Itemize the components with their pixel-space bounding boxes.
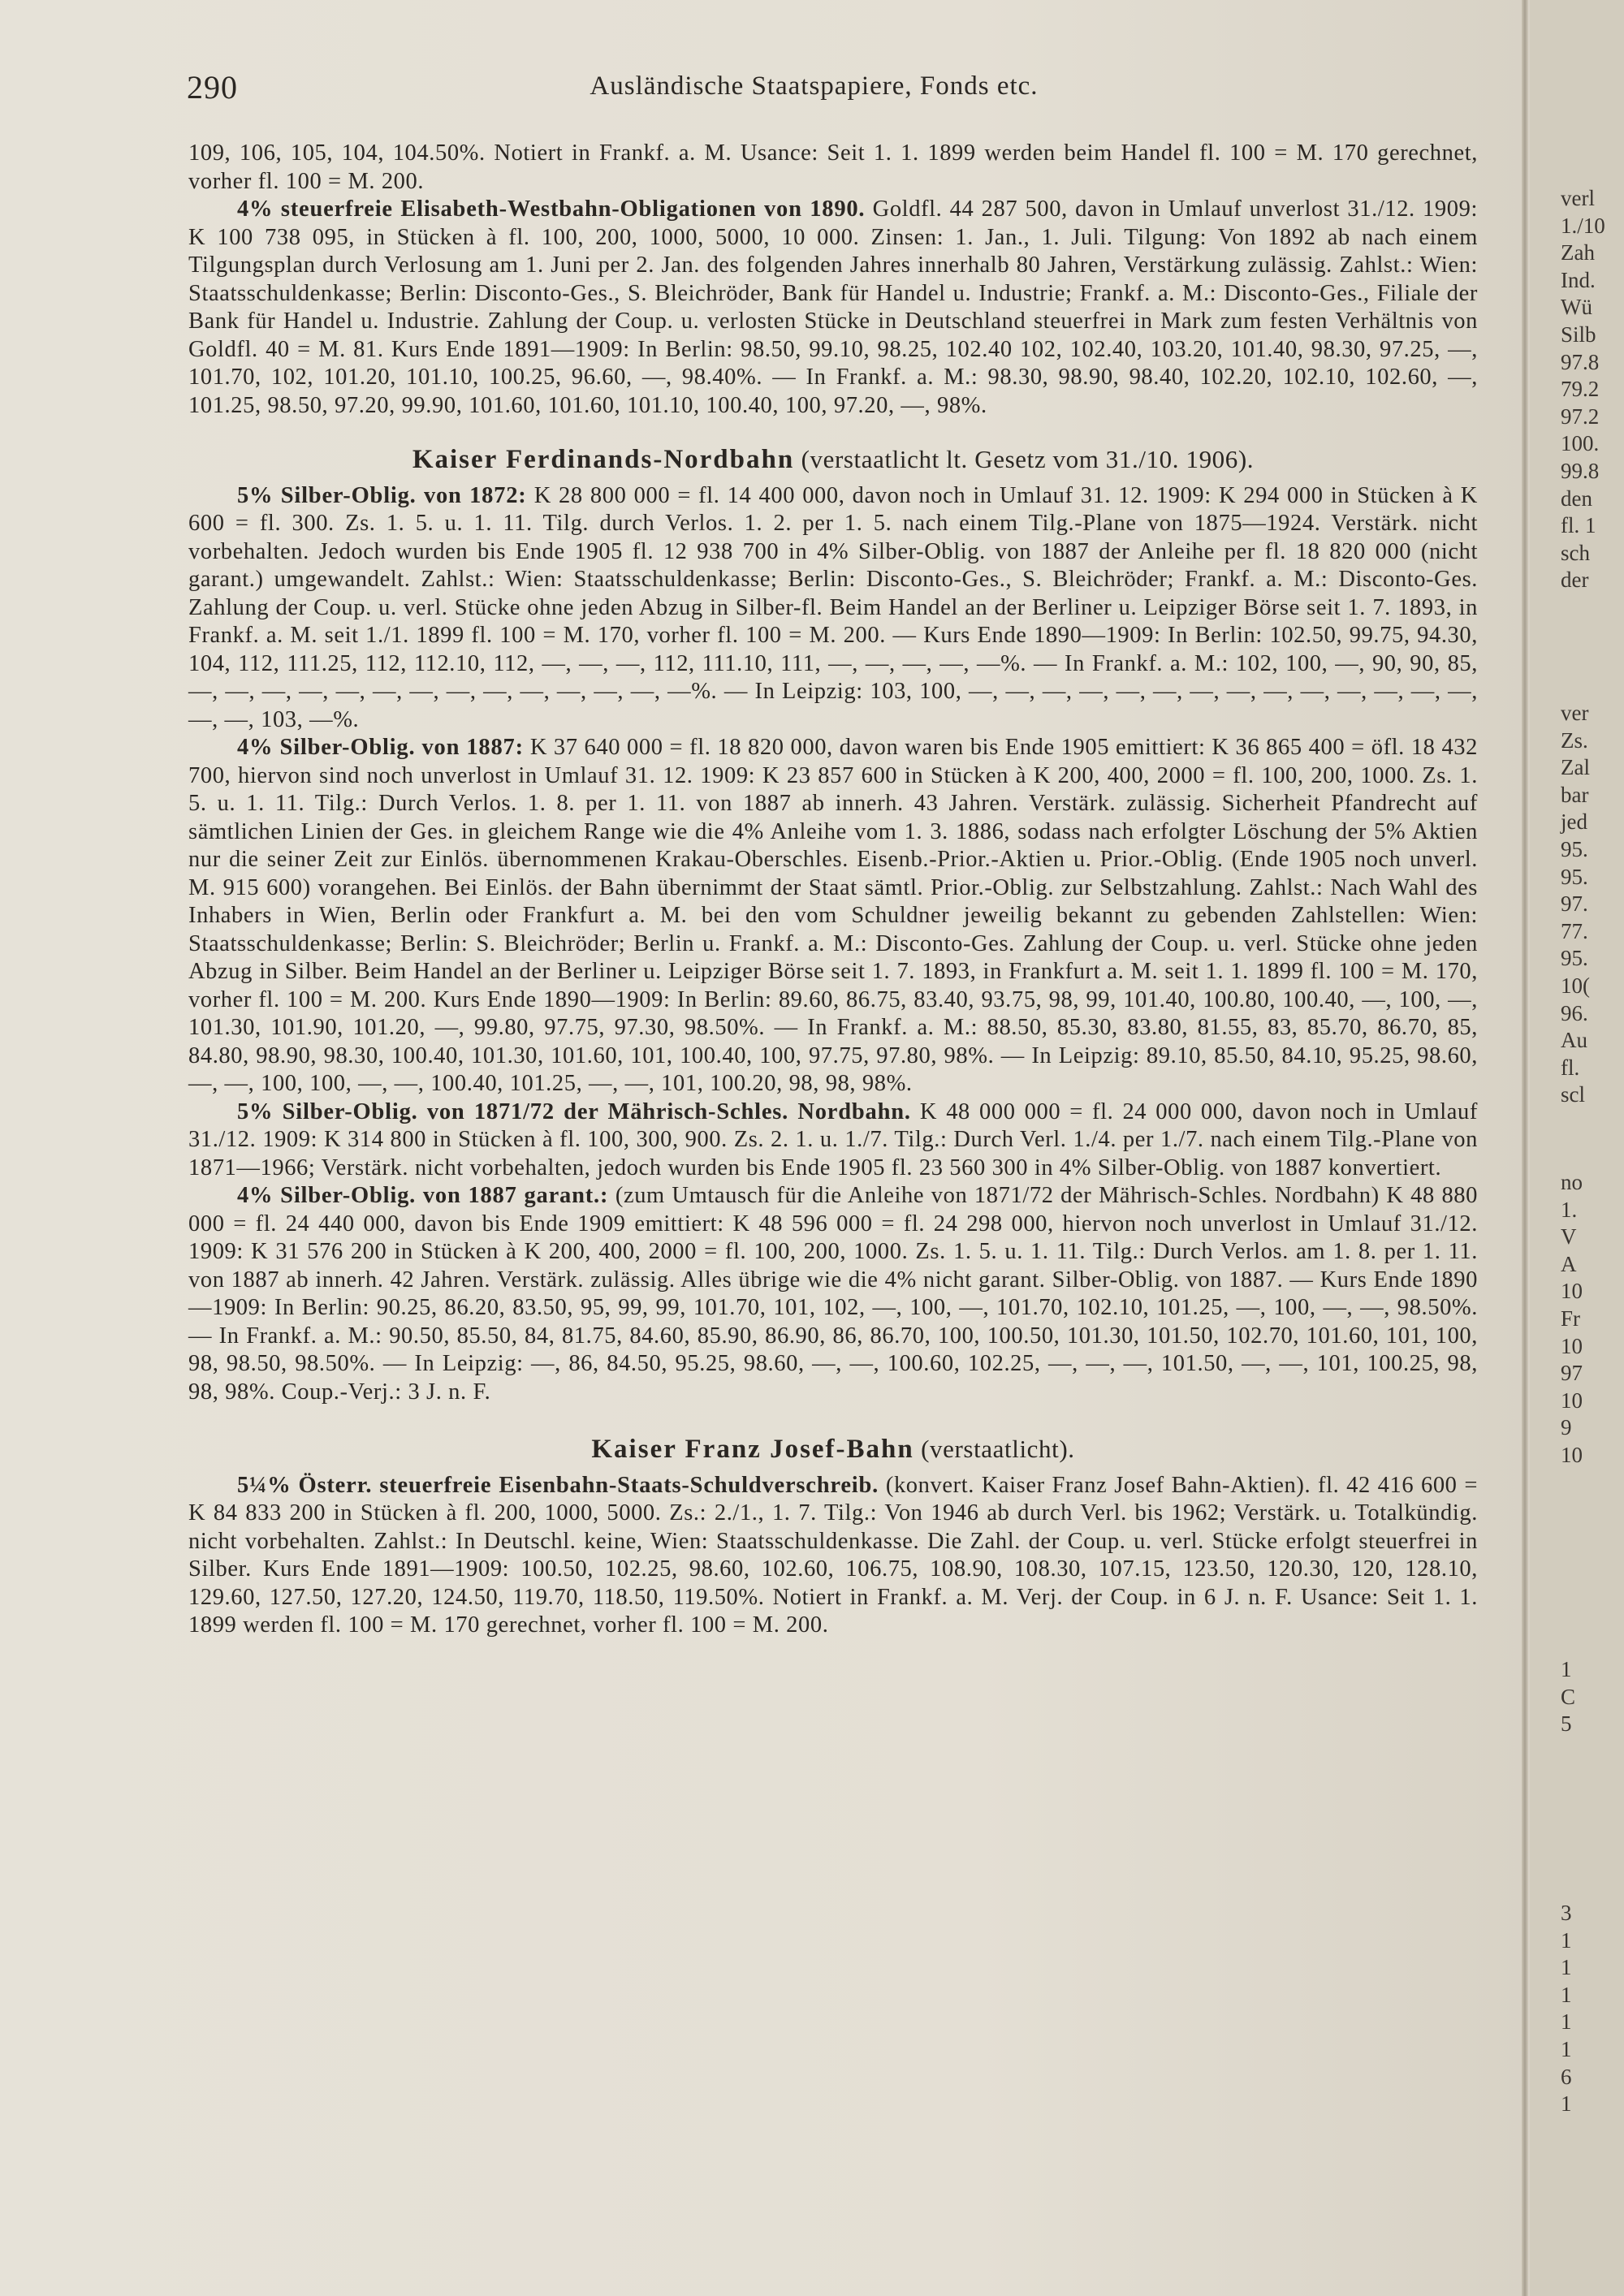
fragment-line: A [1561, 1251, 1577, 1276]
section-name: Kaiser Franz Josef-Bahn [591, 1435, 914, 1464]
fragment-block [1561, 185, 1605, 594]
fragment-line: 10 [1561, 1279, 1583, 1304]
fragment-line: sch [1561, 540, 1590, 565]
fragment-line: 1 [1561, 1927, 1572, 1953]
entry-text: K 28 800 000 = fl. 14 400 000, davon noch in Umlauf 31. 12. 1909: K 294 000 in Stücken à K 600 = fl. 300. Zs. 1. 5. u. 1. 11. Tilg. durch Verlos. 1. 2. per 1. 5. nach einem Tilg.-Plane von 1875—1924. Verstärk. nicht vorbehalten. Jedoch wurden bis Ende 1905 fl. 12 938 700 in 4% Silber-Oblig. von 1887 der Anleihe per fl. 18 820 000 (nicht garant.) umgewandelt. Zahlst.: Wien: Staatsschuldenkasse; Berlin: Disconto-Ges., S. Bleichröder; Frankf. a. M.: Disconto-Ges. Zahlung der Coup. u. verl. Stücke ohne jeden Abzug in Silber-fl. Beim Handel an der Berliner u. Leipziger Börse seit 1. 7. 1893, in Frankf. a. M. seit 1./1. 1899 fl. 100 = M. 170, vorher fl. 100 = M. 200. — Kurs Ende 1890—1909: In Berlin: 102.50, 99.75, 94.30, 104, 112, 111.25, 112, 112.10, 112, —, —, —, 112, 111.10, 111, —, —, —, —, —%. — In Frankf. a. M.: 102, 100, —, 90, 90, 85, —, —, —, —, —, —, —, —, —, —, —, —, —, —%. — In Leipzig: 103, 100, —, —, —, —, —, —, —, —, —, —, —, —, —, —, —, —, 103, —%. [188, 482, 1478, 732]
fragment-line: 10 [1561, 1442, 1583, 1467]
fragment-line: V [1561, 1224, 1577, 1249]
entry-silber-oblig-1887-garant [188, 1182, 1478, 1406]
fragment-line: 1./10 [1561, 213, 1605, 238]
fragment-line: 95. [1561, 864, 1588, 889]
entry-title: 5% Silber-Oblig. von 1872: [237, 482, 527, 508]
entry-text: (zum Umtausch für die Anleihe von 1871/72 der Mährisch-Schles. Nordbahn) K 48 880 000 = fl. 24 440 000, davon bis Ende 1909 emittiert: K 48 596 000 = fl. 24 298 000, hiervon noch unverlost in Umlauf 31./12. 1909: K 31 576 200 in Stücken à K 200, 400, 2000 = fl. 100, 200, 1000. Zs. 1. 5. u. 1. 11. Tilg.: Durch Verlos. am 1. 8. per 1. 11. von 1887 ab innerh. 42 Jahren. Verstärk. zulässig. Alles übrige wie die 4% nicht garant. Silber-Oblig. von 1887. — Kurs Ende 1890—1909: In Berlin: 90.25, 86.20, 83.50, 95, 99, 99, 101.70, 101, 102, —, 100, —, 101.70, 102.10, 101.25, —, 100, —, —, 98.50%. — In Frankf. a. M.: 90.50, 85.50, 84, 81.75, 84.60, 85.90, 86.90, 86, 86.70, 100, 100.50, 101.30, 101.50, 102.70, 101.60, 101, 100, 98, 98.50, 98.50%. — In Leipzig: —, 86, 84.50, 95.25, 98.60, —, —, 100.60, 102.25, —, —, —, 101.50, —, —, 101, 100.25, 98, 98, 98%. Coup.-Verj.: 3 J. n. F. [188, 1183, 1479, 1405]
entry-silber-oblig-1887 [188, 734, 1478, 1098]
fragment-line: 99.8 [1561, 458, 1600, 483]
fragment-line: den [1561, 486, 1592, 511]
fragment-line: 97.8 [1561, 349, 1600, 374]
paragraph-continuation: 109, 106, 105, 104, 104.50%. Notiert in Frankf. a. M. Usance: Seit 1. 1. 1899 werden beim Handel fl. 100 = M. 170 gerechnet, vorher fl. 100 = M. 200. [188, 140, 1478, 194]
section-heading-ferdinands-nordbahn [188, 446, 1478, 474]
fragment-line: 100. [1561, 431, 1600, 456]
fragment-line: Fr [1561, 1306, 1581, 1331]
fragment-line: Au [1561, 1028, 1587, 1053]
fragment-line: 10( [1561, 973, 1590, 998]
fragment-block [1561, 1169, 1583, 1470]
section-heading-franz-josef-bahn [188, 1435, 1478, 1464]
fragment-line: fl. [1561, 1055, 1580, 1080]
running-title: Ausländische Staatspapiere, Fonds etc. [590, 71, 1039, 101]
fragment-line: 95. [1561, 836, 1588, 861]
fragment-line: 1 [1561, 2091, 1572, 2117]
section-name: Kaiser Ferdinands-Nordbahn [412, 445, 795, 474]
fragment-line: 10 [1561, 1333, 1583, 1358]
fragment-line: 3 [1561, 1901, 1572, 1925]
fragment-line: scl [1561, 1082, 1585, 1107]
fragment-block [1561, 1656, 1575, 1738]
adjacent-page-fragment [1530, 0, 1624, 2296]
fragment-line: 97. [1561, 891, 1588, 917]
fragment-line: 77. [1561, 918, 1588, 943]
fragment-line: 9 [1561, 1415, 1572, 1440]
main-text [188, 140, 1478, 1640]
fragment-line: 97 [1561, 1361, 1583, 1386]
fragment-line: jed [1561, 809, 1587, 835]
entry-title: 4% Silber-Oblig. von 1887 garant.: [237, 1183, 609, 1208]
entry-title: 4% Silber-Oblig. von 1887: [237, 735, 524, 760]
entry-text: (konvert. Kaiser Franz Josef Bahn-Aktien). fl. 42 416 600 = K 84 833 200 in Stücken à fl. 200, 1000, 5000. Zs.: 2./1., 1. 7. Tilg.: Von 1946 ab durch Verl. bis 1962; Verstärk. u. Totalkündig. nicht vorbehalten. Zahlst.: In Deutschl. keine, Wien: Staatsschuldenkasse. Die Zahl. der Coup. u. verl. Stücke erfolgt steuerfrei in Silber. Kurs Ende 1891—1909: 100.50, 102.25, 98.60, 102.60, 106.75, 108.90, 108.30, 107.15, 123.50, 120.30, 120, 128.10, 129.60, 127.50, 127.20, 124.50, 119.70, 118.50, 119.50%. Notiert in Frankf. a. M. Verj. der Coup. in 6 J. n. F. Usance: Seit 1. 1. 1899 werden fl. 100 = M. 170 gerechnet, vorher fl. 100 = M. 200. [188, 1472, 1478, 1638]
fragment-line: verl [1561, 186, 1595, 210]
fragment-line: ver [1561, 701, 1589, 725]
entry-title: 5% Silber-Oblig. von 1871/72 der Mährisch-Schles. Nordbahn. [237, 1098, 911, 1124]
fragment-line: bar [1561, 782, 1589, 807]
fragment-line: no [1561, 1170, 1583, 1194]
fragment-line: 1 [1561, 1657, 1572, 1681]
page-number: 290 [187, 69, 238, 106]
fragment-line: 79.2 [1561, 377, 1600, 402]
fragment-line: Ind. [1561, 267, 1596, 292]
entry-silber-oblig-1872 [188, 482, 1478, 735]
fragment-line: 97.2 [1561, 404, 1600, 429]
entry-title: 5¼% Österr. steuerfreie Eisenbahn-Staats-Schuldverschreib. [237, 1472, 879, 1498]
page-header [187, 68, 1441, 117]
fragment-line: 5 [1561, 1711, 1572, 1737]
fragment-line: Wü [1561, 295, 1592, 320]
entry-title: 4% steuerfreie Elisabeth-Westbahn-Obligationen von 1890. [237, 196, 866, 222]
fragment-line: Zah [1561, 240, 1595, 265]
fragment-line: 95. [1561, 946, 1588, 971]
section-note: (verstaatlicht lt. Gesetz vom 31./10. 1906). [794, 445, 1255, 473]
fragment-line: 6 [1561, 2064, 1572, 2089]
fragment-line: 96. [1561, 1000, 1588, 1025]
entry-text: K 48 000 000 = fl. 24 000 000, davon noch in Umlauf 31./12. 1909: K 314 800 in Stücken à fl. 100, 300, 900. Zs. 2. 1. u. 1./7. Tilg.: Durch Verl. 1./4. per 1./7. nach einem Tilg.-Plane von 1871—1966; Verstärk. nicht vorbehalten, jedoch wurden bis Ende 1905 fl. 23 560 300 in 4% Silber-Oblig. von 1887 konvertiert. [188, 1098, 1478, 1180]
entry-text: Goldfl. 44 287 500, davon in Umlauf unverlost 31./12. 1909: K 100 738 095, in Stücken à fl. 100, 200, 1000, 5000, 10 000. Zinsen: 1. Jan., 1. Juli. Tilgung: Von 1892 ab nach einem Tilgungsplan durch Verlosung am 1. Juni per 2. Jan. des folgenden Jahres innerhalb 80 Jahren, Verstärkung zulässig. Zahlst.: Wien: Staatsschuldenkasse; Berlin: Disconto-Ges., S. Bleichröder, Bank für Handel u. Industrie; Frankf. a. M.: Disconto-Ges., Filiale der Bank für Handel u. Industrie. Zahlung der Coup. u. verlosten Stücke in Deutschland steuerfrei in Mark zum festen Verhältnis von Goldfl. 40 = M. 81. Kurs Ende 1891—1909: In Berlin: 98.50, 99.10, 98.25, 102.40 102, 102.40, 103.20, 101.40, 98.30, 97.25, —, 101.70, 102, 101.20, 101.10, 100.25, 96.60, —, 98.40%. — In Frankf. a. M.: 98.30, 98.90, 98.40, 102.20, 102.10, 102.60, —, 101.25, 98.50, 97.20, 99.90, 101.60, 101.60, 101.10, 100.40, 100, 97.20, —, 98%. [188, 196, 1478, 418]
fragment-line: 10 [1561, 1388, 1583, 1413]
page-fold-shadow [1522, 0, 1528, 2296]
fragment-line: 1 [1561, 1982, 1572, 2007]
fragment-line: 1 [1561, 2036, 1572, 2061]
fragment-block [1561, 1900, 1572, 2118]
entry-elisabeth-westbahn [188, 196, 1478, 420]
fragment-line: Zal [1561, 755, 1590, 780]
fragment-line: 1. [1561, 1197, 1578, 1222]
entry-eisenbahn-staats-schuldverschreib [188, 1472, 1478, 1640]
fragment-block [1561, 700, 1590, 1109]
entry-text: K 37 640 000 = fl. 18 820 000, davon waren bis Ende 1905 emittiert: K 36 865 400 = öfl. 18 432 700, hiervon sind noch unverlost in Umlauf 31. 12. 1909: K 23 857 600 in Stücken à K 200, 400, 2000 = fl. 100, 200, 1000. Zs. 1. 5. u. 1. 11. Tilg.: Durch Verlos. 1. 8. per 1. 11. von 1887 ab innerh. 43 Jahren. Verstärk. zulässig. Sicherheit Pfandrecht auf sämtlichen Linien der Ges. in gleichem Range wie die 4% Anleihe vom 1. 3. 1886, sodass nach erfolgter Löschung der 5% Aktien nur die seiner Zeit zur Einlös. übernommenen Krakau-Oberschles. Eisenb.-Prior.-Aktien u. Prior.-Oblig. (Ende 1905 noch unverl. M. 915 600) vorangehen. Bei Einlös. der Bahn übernimmt der Staat sämtl. Prior.-Oblig. zur Selbstzahlung. Zahlst.: Nach Wahl des Inhabers in Wien, Berlin oder Frankfurt a. M. bei den vom Schuldner jeweilig bekannt zu gebenden Zahlstellen: Wien: Staatsschuldenkasse; Berlin: S. Bleichröder; Berlin u. Frankf. a. M.: Disconto-Ges. Zahlung der Coup. u. verl. Stücke ohne jeden Abzug in Silber. Beim Handel an der Berliner u. Leipziger Börse seit 1. 7. 1893, in Frankfurt a. M. seit 1. 1. 1899 fl. 100 = M. 170, vorher fl. 100 = M. 200. Kurs Ende 1890—1909: In Berlin: 89.60, 86.75, 83.40, 93.75, 98, 99, 101.40, 100.80, 100.40, —, 100, —, 101.30, 101.90, 101.20, —, 99.80, 97.75, 97.30, 98.50%. — In Frankf. a. M.: 88.50, 85.30, 83.80, 81.55, 83, 85.70, 86.70, 85, 84.80, 98.90, 98.30, 100.40, 101.30, 101.60, 101, 100.40, 100, 97.75, 97.80, 98%. — In Leipzig: 89.10, 85.50, 84.10, 95.25, 98.60, —, —, 100, 100, —, —, 100.40, 101.25, —, —, 101, 100.20, 98, 98, 98%. [188, 735, 1479, 1096]
entry-maehrisch-schles-nordbahn [188, 1098, 1478, 1183]
fragment-line: C [1561, 1684, 1576, 1709]
section-note: (verstaatlicht). [914, 1435, 1075, 1463]
fragment-line: fl. 1 [1561, 513, 1596, 538]
fragment-line: Silb [1561, 322, 1596, 347]
fragment-line: der [1561, 568, 1589, 593]
fragment-line: 1 [1561, 2009, 1572, 2035]
fragment-line: 1 [1561, 1955, 1572, 1980]
fragment-line: Zs. [1561, 727, 1588, 753]
